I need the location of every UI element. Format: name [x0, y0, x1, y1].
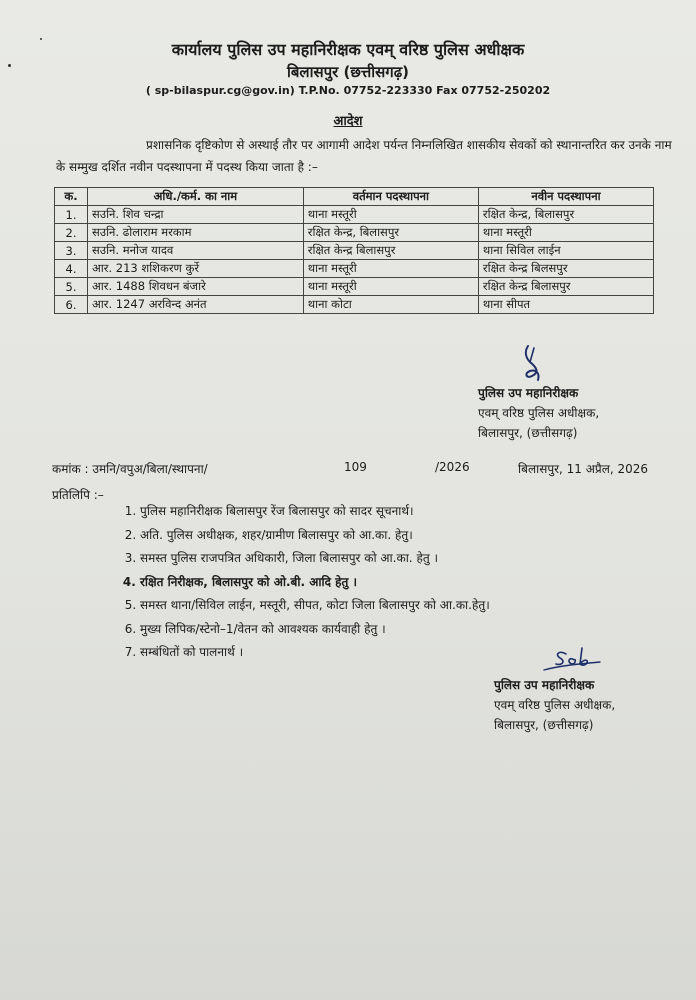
order-heading [0, 111, 696, 129]
table-cell: रक्षित केन्द्र, बिलासपुर [478, 206, 653, 224]
list-item: 5. समस्त थाना/सिविल लाईन, मस्तूरी, सीपत, कोटा जिला बिलासपुर को आ.का.हेतु। [140, 594, 696, 618]
column-header: वर्तमान पदस्थापना [303, 188, 478, 206]
signatory-location: बिलासपुर, (छत्तीसगढ़) [494, 718, 594, 732]
copy-to-label: प्रतिलिपि :– [52, 488, 104, 502]
table-cell: सउनि. शिव चन्द्रा [88, 206, 304, 224]
signatory-title: पुलिस उप महानिरीक्षक [478, 386, 579, 400]
table-header-row [55, 188, 654, 206]
column-header: नवीन पदस्थापना [478, 188, 653, 206]
table-row [55, 296, 654, 314]
table-cell: 1. [55, 206, 88, 224]
list-item: 4. रक्षित निरीक्षक, बिलासपुर को ओ.बी. आदि हेतु । [140, 571, 696, 595]
table-cell: 5. [55, 278, 88, 296]
signature-block [494, 675, 615, 735]
reference-number-prefix: कमांक : उमनि/वपुअ/बिला/स्थापना/ [52, 462, 208, 476]
table-cell: सउनि. मनोज यादव [88, 242, 304, 260]
table-cell: 6. [55, 296, 88, 314]
table-cell: 3. [55, 242, 88, 260]
reference-number: 109 [344, 460, 367, 474]
list-item: 6. मुख्य लिपिक/स्टेनो–1/वेतन को आवश्यक कार्यवाही हेतु । [140, 618, 696, 642]
list-item: 7. सम्बंधितों को पालनार्थ । [140, 641, 696, 665]
table-cell: रक्षित केन्द्र, बिलासपुर [303, 224, 478, 242]
table-row [55, 224, 654, 242]
handwritten-signature [514, 342, 554, 386]
table-cell: थाना मस्तूरी [303, 278, 478, 296]
table-cell: थाना सिविल लाईन [478, 242, 653, 260]
signatory-title: पुलिस उप महानिरीक्षक [494, 678, 595, 692]
list-item: 3. समस्त पुलिस राजपत्रित अधिकारी, जिला बिलासपुर को आ.का. हेतु । [140, 547, 696, 571]
handwritten-initials [538, 644, 608, 676]
signatory-designation: एवम् वरिष्ठ पुलिस अधीक्षक, [494, 698, 616, 712]
table-cell: थाना मस्तूरी [478, 224, 653, 242]
signatory-designation: एवम् वरिष्ठ पुलिस अधीक्षक, [478, 406, 600, 420]
order-heading-text: आदेश [333, 114, 363, 129]
table-cell: रक्षित केन्द्र बिलासपुर [478, 278, 653, 296]
table-cell: आर. 213 शशिकरण कुर्रे [88, 260, 304, 278]
office-title: कार्यालय पुलिस उप महानिरीक्षक एवम् वरिष्ठ पुलिस अधीक्षक [171, 40, 525, 59]
table-row [55, 278, 654, 296]
table-cell: 2. [55, 224, 88, 242]
office-contact: ( sp-bilaspur.cg@gov.in) T.P.No. 07752-223330 Fax 07752-250202 [145, 84, 551, 97]
order-intro-paragraph: प्रशासनिक दृष्टिकोण से अस्थाई तौर पर आगामी आदेश पर्यन्त निम्नलिखित शासकीय सेवकों को स्थानान्तरित कर उनके नाम के सम्मुख दर्शित नवीन पदस्थापना में पदस्थ किया जाता है :– [56, 138, 672, 174]
table-cell: थाना कोटा [303, 296, 478, 314]
copy-recipients-list [108, 500, 696, 665]
reference-line [52, 460, 682, 480]
table-cell: रक्षित केन्द्र बिलसपुर [478, 260, 653, 278]
column-header: अधि./कर्म. का नाम [88, 188, 304, 206]
place-date: बिलासपुर, 11 अप्रैल, 2026 [518, 462, 649, 476]
list-item: 2. अति. पुलिस अधीक्षक, शहर/ग्रामीण बिलासपुर को आ.का. हेतु। [140, 524, 696, 548]
table-cell: आर. 1488 शिवधन बंजारे [88, 278, 304, 296]
table-cell: आर. 1247 अरविन्द अनंत [88, 296, 304, 314]
table-cell: 4. [55, 260, 88, 278]
table-row [55, 206, 654, 224]
reference-year: /2026 [435, 460, 470, 474]
office-location: बिलासपुर (छत्तीसगढ़) [286, 63, 410, 81]
signatory-location: बिलासपुर, (छत्तीसगढ़) [478, 426, 578, 440]
table-row [55, 260, 654, 278]
table-cell: सउनि. ढोलाराम मरकाम [88, 224, 304, 242]
transfer-table [54, 187, 654, 314]
table-row [55, 242, 654, 260]
table-cell: थाना मस्तूरी [303, 206, 478, 224]
list-item: 1. पुलिस महानिरीक्षक बिलासपुर रेंज बिलासपुर को सादर सूचनार्थ। [140, 500, 696, 524]
table-cell: थाना सीपत [478, 296, 653, 314]
column-header: क. [55, 188, 88, 206]
signature-block [478, 383, 599, 443]
table-cell: थाना मस्तूरी [303, 260, 478, 278]
table-cell: रक्षित केन्द्र बिलासपुर [303, 242, 478, 260]
